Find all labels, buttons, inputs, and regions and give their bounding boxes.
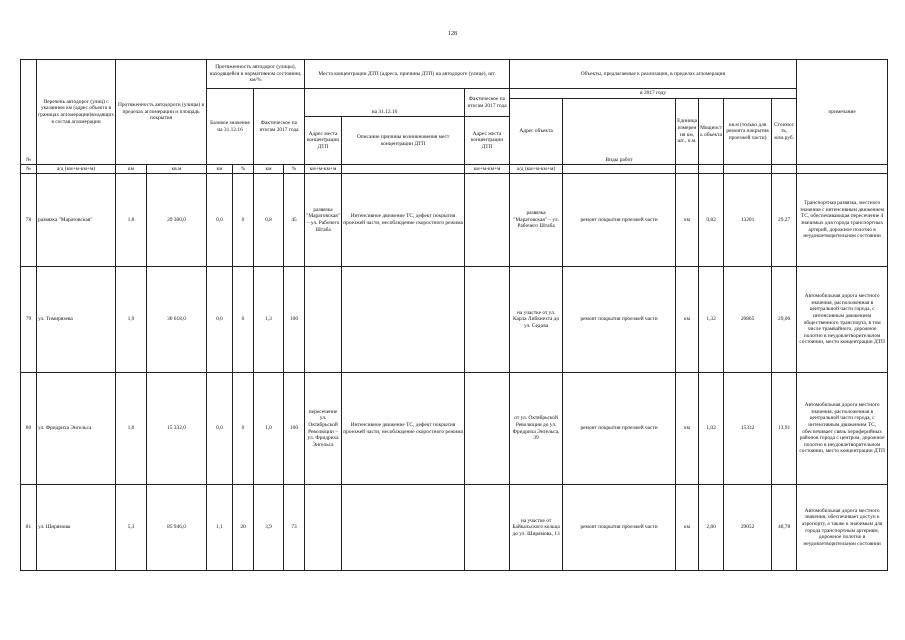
unit-no: № <box>21 165 37 174</box>
row-road: ул. Ширямова <box>37 485 116 571</box>
row-base-pct: 0 <box>233 267 254 373</box>
row-no: 79 <box>21 267 37 373</box>
row-base-pct: 20 <box>233 485 254 571</box>
header-work-type: Виды работ <box>563 99 676 165</box>
header-dtp-reason: Описание причины возникновения мест концентрации ДТП <box>342 117 465 165</box>
unit-capacity <box>699 165 724 174</box>
row-sqm: 29052 <box>724 485 772 571</box>
row-area: 30 618,0 <box>147 267 207 373</box>
unit-unit <box>676 165 699 174</box>
table-row <box>21 373 888 485</box>
row-fact-pct: 100 <box>284 373 305 485</box>
row-fact-km: 1,0 <box>254 373 284 485</box>
row-len-km: 1,9 <box>116 267 147 373</box>
header-dtp-group: Места концентрации ДТП (адреса, причины ДТП) на автодороге (улице), шт. <box>305 60 510 89</box>
unit-km: км <box>116 165 147 174</box>
header-dtp-address: Адрес места концентрации ДТП <box>305 117 342 165</box>
table-row <box>21 267 888 373</box>
header-obj-address: Адрес объекта <box>510 99 563 165</box>
header-normative-group: Протяженность автодорог (улицы), находящейся в нормативном состоянии, км/% <box>207 60 305 89</box>
unit-dtp-addr: км+м-км+м <box>305 165 342 174</box>
header-dtp-date: на 31.12.16 <box>305 89 465 117</box>
row-work: ремонт покрытия проезжей части <box>563 373 676 485</box>
row-fact-pct: 45 <box>284 174 305 267</box>
row-dtp-fact <box>465 373 510 485</box>
row-fact-km: 3,9 <box>254 485 284 571</box>
row-base-km: 1,1 <box>207 485 233 571</box>
header-road-list: Перечень автодорог (улиц) с указанием км (адрес объекта в границах агломерации)входящих в состав агломерации <box>37 60 116 165</box>
row-base-km: 0,0 <box>207 373 233 485</box>
row-no: 81 <box>21 485 37 571</box>
header-unit: Единица измерения км, шт., п.м. <box>676 99 699 165</box>
row-capacity: 2,80 <box>699 485 724 571</box>
row-len-km: 1,8 <box>116 174 147 267</box>
row-dtp-addr <box>305 267 342 373</box>
row-dtp-reason <box>342 485 465 571</box>
unit-work <box>563 165 676 174</box>
row-work: ремонт покрытия проезжей части <box>563 485 676 571</box>
table-row <box>21 174 888 267</box>
row-capacity: 1,02 <box>699 373 724 485</box>
header-baseline: Базовое значение на 31.12.16 <box>207 89 254 165</box>
unit-sqm: кв.м <box>147 165 207 174</box>
row-cost: 29,27 <box>772 174 797 267</box>
row-sqm: 20865 <box>724 267 772 373</box>
table-row <box>21 485 888 571</box>
unit-base-pct: % <box>233 165 254 174</box>
unit-obj-addr: а/д (км+м-км+м) <box>510 165 563 174</box>
row-road: ул. Фридриха Энгельса <box>37 373 116 485</box>
row-sqm: 15332 <box>724 373 772 485</box>
row-fact-km: 1,3 <box>254 267 284 373</box>
row-base-km: 0,0 <box>207 267 233 373</box>
header-length: Протяженность автодороги (улицы) в пределах агломерации и площадь покрытия <box>116 60 207 165</box>
row-remark: Автомобильная дорога местного значения, обеспечивает доступ к аэропорту, а также к значимым для города транспортным артериям, дорожное полотно в неудовлетворительном состоянии <box>797 485 888 571</box>
row-unit: км <box>676 373 699 485</box>
row-len-km: 5,3 <box>116 485 147 571</box>
row-capacity: 1,32 <box>699 267 724 373</box>
row-dtp-fact <box>465 485 510 571</box>
row-base-pct: 0 <box>233 373 254 485</box>
unit-base-km: км <box>207 165 233 174</box>
row-obj-addr: на участке от ул. Карла Либкнехта до ул. Седова <box>510 267 563 373</box>
row-dtp-reason: Интенсивное движение ТС, дефект покрытия проезжей части, несоблюдение скоростного режима <box>342 174 465 267</box>
header-capacity: Мощность объекта <box>699 99 724 165</box>
row-dtp-reason <box>342 267 465 373</box>
row-capacity: 0,82 <box>699 174 724 267</box>
row-base-km: 0,0 <box>207 174 233 267</box>
row-no: 80 <box>21 373 37 485</box>
row-obj-addr: развязка "Маратовская" – ул. Рабочего Штаба <box>510 174 563 267</box>
row-road: развязка "Маратовская" <box>37 174 116 267</box>
row-unit: км <box>676 485 699 571</box>
page-number: 128 <box>448 31 457 37</box>
unit-fact-km: км <box>254 165 284 174</box>
header-dtp-fact-address: Адрес места концентрации ДТП <box>465 117 510 165</box>
row-remark: Автомобильная дорога местного значения, расположенная в центральной части города, с интенсивным движением ТС, обеспечивает связь периферийных районов города с центром, дорожное полотно в неудовлетворительном состоянии, место концентрации ДТП <box>797 373 888 485</box>
unit-remark <box>797 165 888 174</box>
row-sqm: 13201 <box>724 174 772 267</box>
unit-sqm2 <box>724 165 772 174</box>
row-area: 29 300,0 <box>147 174 207 267</box>
header-actual-2017: Фактическое по итогам 2017 года <box>254 89 305 165</box>
row-base-pct: 0 <box>233 174 254 267</box>
row-dtp-fact <box>465 174 510 267</box>
row-dtp-addr <box>305 485 342 571</box>
row-remark: Автомобильная дорога местного значения, расположенная в центральной части города, с интенсивным движением общественного транспорта, в том числе трамвайного, дорожное полотно в неудовлетворительном состоянии, место концентрации ДТП <box>797 267 888 373</box>
row-work: ремонт покрытия проезжей части <box>563 267 676 373</box>
header-dtp-actual: Фактическое по итогам 2017 года <box>465 89 510 117</box>
unit-road: а/д (км+м-км+м) <box>37 165 116 174</box>
row-work: ремонт покрытия проезжей части <box>563 174 676 267</box>
row-fact-pct: 73 <box>284 485 305 571</box>
header-no: № <box>21 60 37 165</box>
row-unit: км <box>676 174 699 267</box>
header-sqm: кв.м (только для ремонта покрытия проезжей части) <box>724 99 772 165</box>
unit-fact-pct: % <box>284 165 305 174</box>
row-dtp-reason: Интенсивное движение ТС, дефект покрытия проезжей части, несоблюдение скоростного режима <box>342 373 465 485</box>
row-fact-pct: 100 <box>284 267 305 373</box>
row-unit: км <box>676 267 699 373</box>
row-obj-addr: от ул. Октябрьской Революции до ул. Фридриха Энгельса, 39 <box>510 373 563 485</box>
row-obj-addr: на участке от Байкальского кольца до ул. Ширямова, 13 <box>510 485 563 571</box>
road-register-table <box>20 59 888 571</box>
row-area: 85 946,0 <box>147 485 207 571</box>
row-remark: Транспортная развязка, местного значения с интенсивным движением ТС, обеспечивающая пересечение 4 значимых для города транспортных артерий, дорожное полотно в неудовлетворительном состоянии <box>797 174 888 267</box>
row-len-km: 1,0 <box>116 373 147 485</box>
row-fact-km: 0,8 <box>254 174 284 267</box>
unit-dtp-reason <box>342 165 465 174</box>
unit-cost <box>772 165 797 174</box>
row-cost: 29,06 <box>772 267 797 373</box>
header-cost: Стоимость, млн.руб. <box>772 99 797 165</box>
header-remarks: примечание <box>797 60 888 165</box>
row-dtp-addr: пересечение ул. Октябрьской Революции – ул. Фридриха Энгельса <box>305 373 342 485</box>
row-cost: 13,91 <box>772 373 797 485</box>
row-road: ул. Тимирязева <box>37 267 116 373</box>
row-dtp-addr: развязка "Маратовская" – ул. Рабочего Штаба <box>305 174 342 267</box>
row-area: 15 332,0 <box>147 373 207 485</box>
header-year-2017: в 2017 году <box>510 89 797 99</box>
unit-dtp-fact: км+м-км+м <box>465 165 510 174</box>
row-no: 78 <box>21 174 37 267</box>
header-objects-group: Объекты, предлагаемые к реализации, в пределах агломерации <box>510 60 797 89</box>
row-dtp-fact <box>465 267 510 373</box>
row-cost: 48,78 <box>772 485 797 571</box>
